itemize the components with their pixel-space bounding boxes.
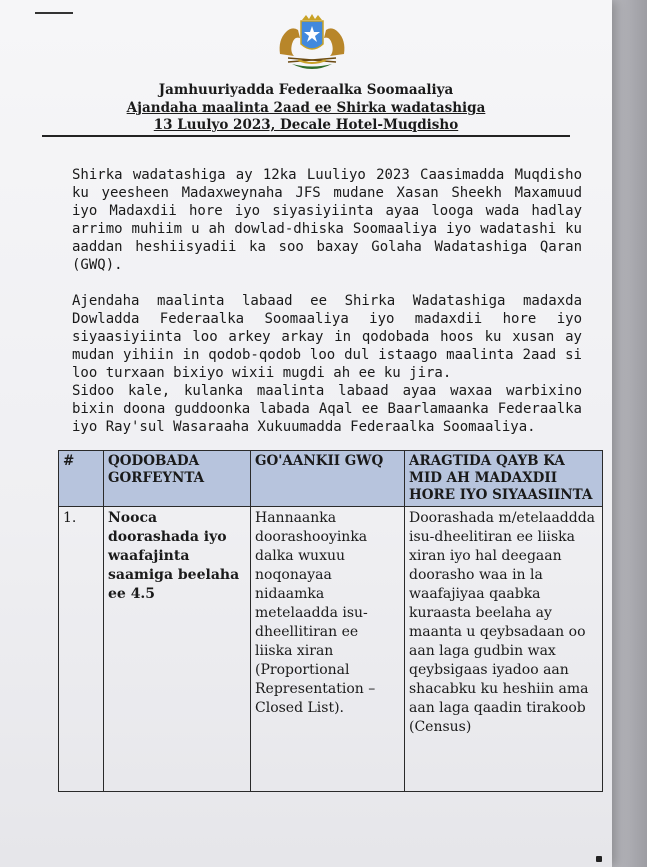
row-gwq-decision: Hannaanka doorashooyinka dalka wuxuu noqonayaa nidaamka metelaadda isu-dheellitiran ee liiska xiran (Proportional Representation – Closed List). bbox=[251, 507, 405, 792]
header-date-venue: 13 Luulyo 2023, Decale Hotel-Muqdisho bbox=[153, 117, 459, 133]
header-gwq-decision: GO'AANKII GWQ bbox=[251, 451, 405, 507]
row-topic: Nooca doorashada iyo waafajinta saamiga beelaha ee 4.5 bbox=[104, 507, 251, 792]
paragraph-agenda: Ajendaha maalinta labaad ee Shirka Wadatashiga madaxda Dowladda Federaalka Soomaaliya iyo madaxdii hore iyo siyaasiyiinta loo arkey arkay in qodobada hoos ku xusan ay mudan yihiin in qodob-qodob loo dul istaago maalinta 2aad si loo turxaan bixiyo wixii mugdi ah ee ku jira. bbox=[72, 293, 582, 381]
row-num: 1. bbox=[59, 507, 104, 792]
table-row bbox=[59, 507, 603, 792]
paragraph-reports: Sidoo kale, kulanka maalinta labaad ayaa waxaa warbixino bixin doona guddoonka labada Aqal ee Baarlamaanka Federaalka iyo Ray'sul Wasaraaha Xukuumadda Federaalka Soomaaliya. bbox=[72, 383, 582, 435]
top-dash-mark bbox=[35, 12, 73, 14]
header-num: # bbox=[59, 451, 104, 507]
table-header-row bbox=[59, 451, 603, 507]
page-corner-mark bbox=[596, 856, 602, 862]
paragraph-intro: Shirka wadatashiga ay 12ka Luuliyo 2023 Caasimadda Muqdisho ku yeesheen Madaxweynaha JFS mudane Xasan Sheekh Maxamuud iyo Madaxdii hore iyo siyasiyiinta ayaa looga wada hadlay arrimo muhiim u ah dowlad-dhiska Soomaaliya iyo wadatashi ku aaddan heshiisyadii ka soo baxay Golaha Wadatashiga Qaran (GWQ). bbox=[72, 167, 582, 273]
somalia-coat-of-arms-icon bbox=[268, 14, 356, 74]
row-opinion: Doorashada m/etelaaddda isu-dheelitiran ee liiska xiran iyo hal deegaan doorasho waa in la waafajiyaa qaabka kuraasta beelaha ay maanta u qeybsadaan oo aan laga gudbin wax qeybsigaas iyadoo aan shacabku ku heshiin ama aan laga qaadin tirakoob (Census) bbox=[405, 507, 603, 792]
header-divider bbox=[42, 135, 570, 137]
header-opinion: ARAGTIDA QAYB KA MID AH MADAXDII HORE IYO SIYAASIINTA bbox=[405, 451, 603, 507]
header-republic: Jamhuuriyadda Federaalka Soomaaliya bbox=[158, 82, 454, 98]
agenda-table bbox=[58, 450, 603, 792]
header-agenda: Ajandaha maalinta 2aad ee Shirka wadatashiga bbox=[126, 100, 486, 116]
header-topic: QODOBADA GORFEYNTA bbox=[104, 451, 251, 507]
